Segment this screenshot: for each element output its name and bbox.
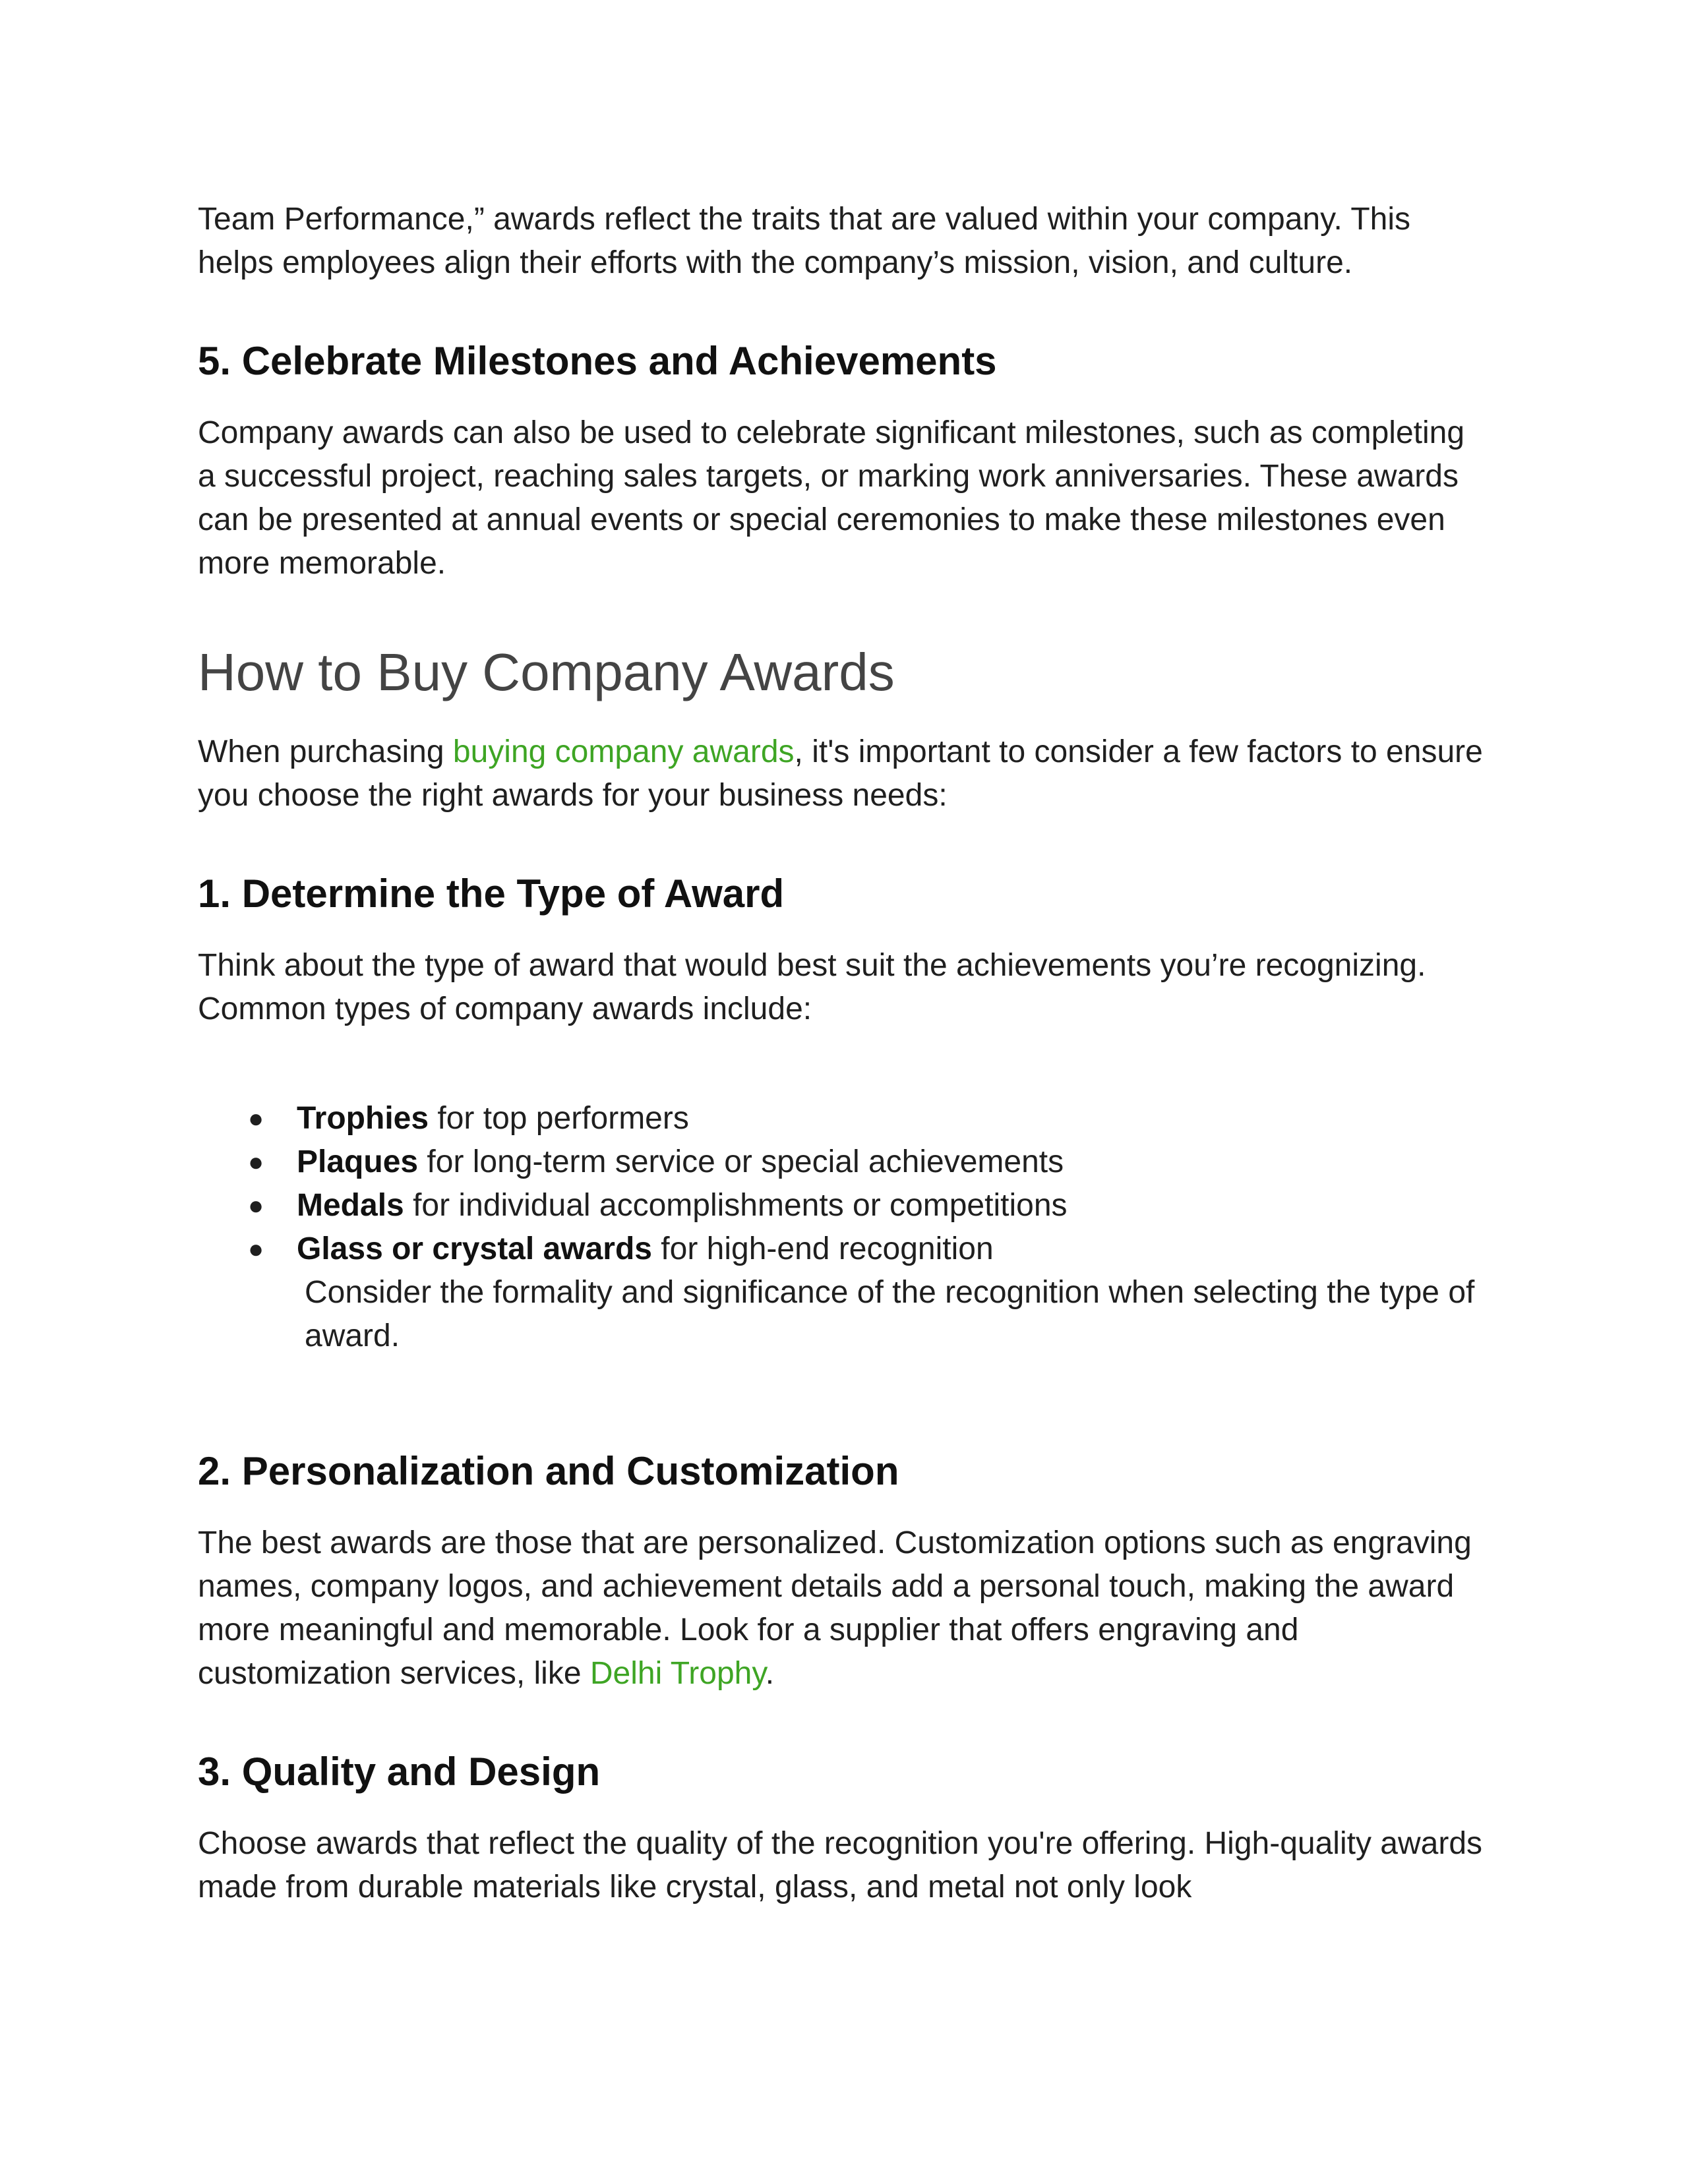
list-item-text: for top performers — [429, 1101, 689, 1136]
list-item — [198, 1140, 1490, 1184]
intro-paragraph: Team Performance,” awards reflect the traits that are valued within your company. This helps employees align their efforts with the company’s mission, vision, and culture. — [198, 202, 1411, 280]
delhi-trophy-link[interactable]: Delhi Trophy — [589, 1656, 766, 1691]
list-item-text: for high-end recognition — [651, 1231, 994, 1266]
bullet-icon: ● — [248, 1104, 264, 1133]
document-page — [198, 198, 1490, 1909]
bullet-icon: ● — [248, 1235, 264, 1264]
list-item-text: for individual accomplishments or competitions — [404, 1188, 1068, 1223]
award-types-list — [198, 1097, 1490, 1358]
list-item-bold: Plaques — [297, 1144, 419, 1179]
buy-section-intro — [198, 730, 1490, 817]
step3-heading: 3. Quality and Design — [198, 1750, 601, 1794]
buy-intro-text-before: When purchasing — [198, 734, 453, 769]
list-item-bold: Trophies — [297, 1101, 429, 1136]
step2-text-after: . — [765, 1656, 775, 1691]
bullet-icon: ● — [248, 1191, 264, 1220]
bullet-icon: ● — [248, 1148, 264, 1177]
list-item — [198, 1184, 1490, 1227]
list-item-bold: Medals — [297, 1188, 404, 1223]
list-item-bold: Glass or crystal awards — [297, 1231, 652, 1266]
step2-heading: 2. Personalization and Customization — [198, 1449, 899, 1493]
list-item-text: for long-term service or special achievements — [418, 1144, 1064, 1179]
list-item — [198, 1097, 1490, 1140]
buy-intro-text-after: , it's important to consider a few factors to ensure you choose the right awards for your business needs: — [198, 734, 1483, 813]
step1-heading: 1. Determine the Type of Award — [198, 871, 785, 916]
step1-body: Think about the type of award that would best suit the achievements you’re recognizing. Common types of company awards include: — [198, 948, 1426, 1026]
section5-heading: 5. Celebrate Milestones and Achievements — [198, 339, 997, 383]
bullet-note: Consider the formality and significance of the recognition when selecting the type of award. — [305, 1275, 1475, 1353]
buying-company-awards-link[interactable]: buying company awards — [452, 734, 795, 769]
step2-body — [198, 1521, 1490, 1696]
step2-text-before: The best awards are those that are personalized. Customization options such as engraving names, company logos, and achievement details add a personal touch, making the award more meaningful and memorable. Look for a supplier that offers engraving and customization services, like — [198, 1525, 1472, 1691]
buy-section-title: How to Buy Company Awards — [198, 643, 895, 701]
list-item — [198, 1227, 1490, 1358]
step3-body: Choose awards that reflect the quality of the recognition you're offering. High-quality awards made from durable materials like crystal, glass, and metal not only look — [198, 1826, 1483, 1904]
section5-body: Company awards can also be used to celebrate significant milestones, such as completing a successful project, reaching sales targets, or marking work anniversaries. These awards can be presented at annual events or special ceremonies to make these milestones even more memorable. — [198, 415, 1465, 581]
